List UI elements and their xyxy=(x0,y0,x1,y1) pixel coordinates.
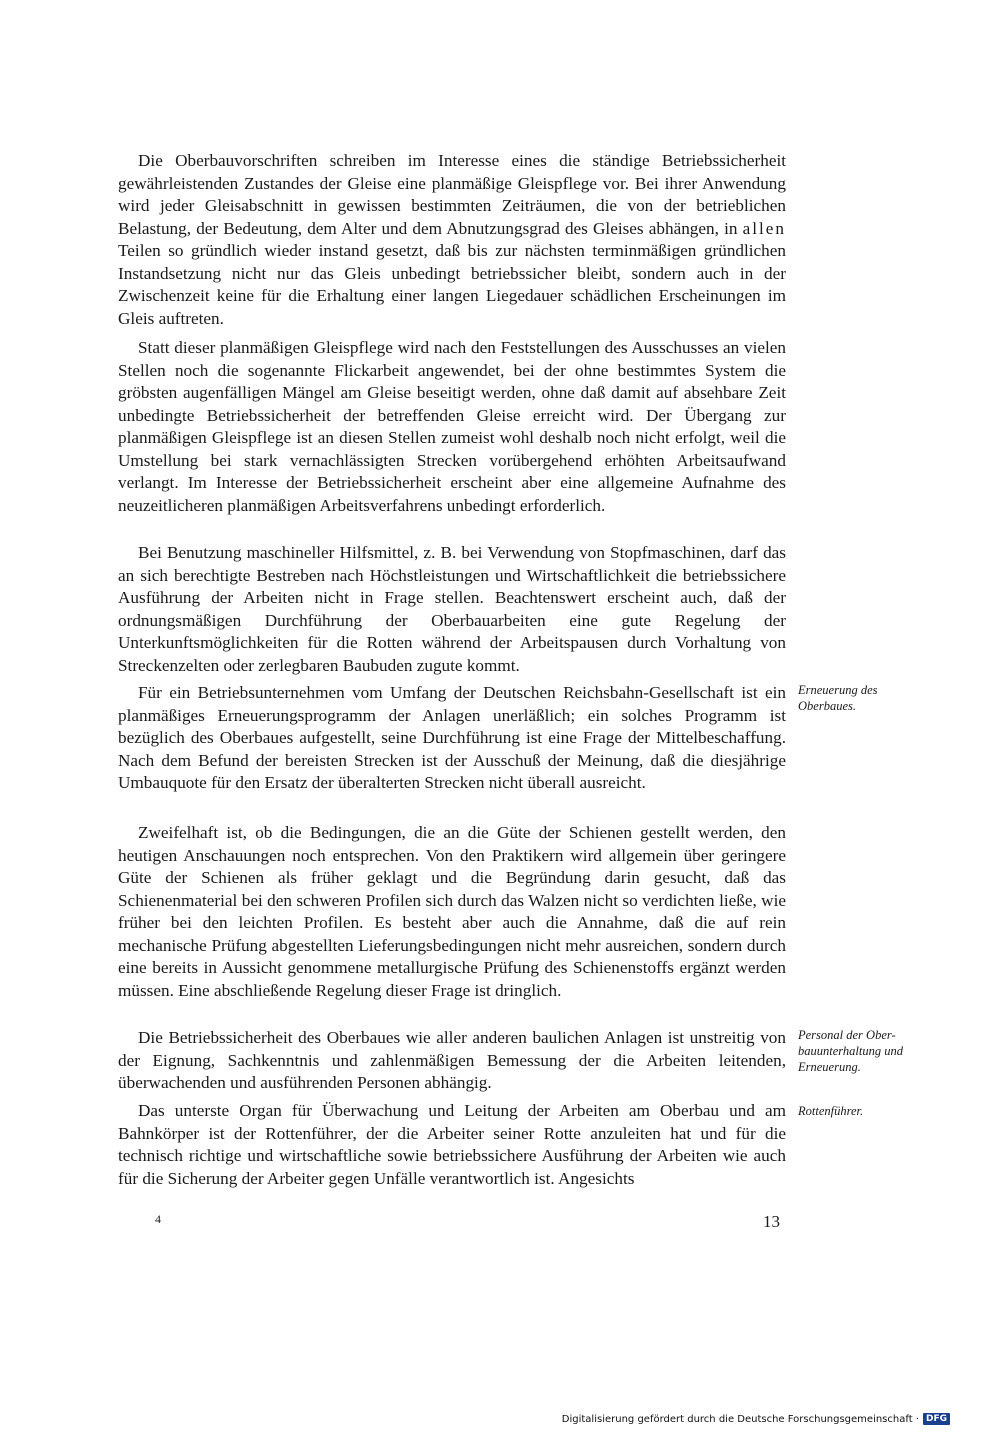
margin-note-line: Erneuerung des xyxy=(798,683,878,697)
paragraph-5 xyxy=(118,822,786,1002)
paragraph-text: Die Betriebssicherheit des Oberbaues wie aller anderen baulichen Anlagen ist unstreitig von der Eignung, Sachkenntnis und zahlenmäßigen Bemessung der die Arbeiten leitenden, überwachenden und ausführenden Personen abhängig. xyxy=(118,1028,786,1092)
page-number: 13 xyxy=(763,1212,780,1231)
paragraph-text: Das unterste Organ für Überwachung und Leitung der Arbeiten am Oberbau und am Bahnkörper ist der Rottenführer, der die Arbeiter seiner Rotte anzuleiten hat und für die technisch richtige und wirtschaftliche sowie betriebssichere Ausführung der Arbeiten wie auch für die Sicherung der Arbeiter gegen Unfälle verantwortlich ist. Angesichts xyxy=(118,1101,786,1188)
margin-note-line: Erneuerung. xyxy=(798,1060,861,1074)
paragraph-1 xyxy=(118,150,786,330)
dfg-logo-icon: DFG xyxy=(923,1413,950,1425)
paragraph-7 xyxy=(118,1100,786,1190)
margin-note-erneuerung xyxy=(798,682,938,714)
paragraph-3 xyxy=(118,542,786,677)
paragraph-2 xyxy=(118,337,786,517)
paragraph-text: Für ein Betriebsunternehmen vom Umfang der Deutschen Reichsbahn-Gesellschaft ist ein planmäßiges Erneuerungsprogramm der Anlagen unerläßlich; ein solches Programm ist bezüglich des Oberbaues aufgestellt, seine Durchführung ist eine Frage der Mittelbeschaffung. Nach dem Befund der bereisten Strecken ist der Ausschuß der Meinung, daß die diesjährige Umbauquote für den Ersatz der überalterten Strecken nicht überall ausreicht. xyxy=(118,683,786,792)
spaced-emphasis: allen xyxy=(742,218,786,238)
margin-note-line: Oberbaues. xyxy=(798,699,856,713)
paragraph-text: Die Oberbauvorschriften schreiben im Interesse eines die ständige Betriebssicherheit gewährleistenden Zustandes der Gleise eine planmäßige Gleispflege vor. Bei ihrer Anwendung wird jeder Gleisabschnitt in gewissen bestimmten Zeiträumen, die von der betrieblichen Belastung, der Bedeutung, dem Alter und dem Abnutzungsgrad des Gleises abhängen, in xyxy=(118,151,786,238)
paragraph-4 xyxy=(118,682,786,795)
paragraph-text: Teilen so gründlich wieder instand gesetzt, daß bis zur nächsten terminmäßigen gründlichen Instandsetzung nicht nur das Gleis unbedingt betriebssicher bleibt, sondern auch in der Zwischenzeit keine für die Erhaltung einer langen Liegedauer schädlichen Erscheinungen im Gleis auftreten. xyxy=(118,241,786,328)
paragraph-text: Zweifelhaft ist, ob die Bedingungen, die an die Güte der Schienen gestellt werden, den heutigen Anschauungen noch entsprechen. Von den Praktikern wird allgemein über geringere Güte der Schienen als früher geklagt und die Begründung darin gesucht, daß das Schienenmaterial bei den schweren Profilen sich durch das Walzen nicht so verdichten ließe, wie früher bei den leichten Profilen. Es besteht aber auch die Annahme, daß die auf rein mechanische Prüfung abgestellten Lieferungsbedingungen nicht mehr ausreichen, sondern durch eine bereits in Aussicht genommene metallurgische Prüfung des Schienenstoffs ergänzt werden müssen. Eine abschließende Regelung dieser Frage ist dringlich. xyxy=(118,823,786,1000)
margin-note-line: bauunterhaltung und xyxy=(798,1044,903,1058)
paragraph-text: Statt dieser planmäßigen Gleispflege wird nach den Feststellungen des Ausschusses an vielen Stellen noch die sogenannte Flickarbeit angewendet, bei der ohne bestimmtes System die gröbsten augenfälligen Mängel am Gleise beseitigt werden, ohne daß damit auf absehbare Zeit unbedingte Betriebssicherheit der betreffenden Gleise erreicht wird. Der Übergang zur planmäßigen Gleispflege ist an diesen Stellen zumeist wohl deshalb noch nicht erfolgt, weil die Umstellung bei stark vernachlässigten Strecken vorübergehend erhöhten Arbeitsaufwand verlangt. Im Interesse der Betriebssicherheit erscheint aber eine allgemeine Aufnahme des neuzeitlicheren planmäßigen Arbeitsverfahrens unbedingt erforderlich. xyxy=(118,338,786,515)
margin-note-rottenfuehrer xyxy=(798,1103,938,1119)
paragraph-6 xyxy=(118,1027,786,1095)
margin-note-line: Rottenführer. xyxy=(798,1104,864,1118)
margin-note-line: Personal der Ober- xyxy=(798,1028,896,1042)
paragraph-text: Bei Benutzung maschineller Hilfsmittel, z. B. bei Verwendung von Stopfmaschinen, darf das an sich berechtigte Bestreben nach Höchstleistungen und Wirtschaftlichkeit die betriebssichere Ausführung der Arbeiten nicht in Frage stellen. Beachtenswert erscheint auch, daß der ordnungsmäßigen Durchführung der Oberbauarbeiten eine gute Regelung der Unterkunftsmöglichkeiten für die Rotten während der Arbeitspausen durch Vorhaltung von Streckenzelten oder zerlegbaren Baubuden zugute kommt. xyxy=(118,543,786,675)
margin-note-personal xyxy=(798,1027,938,1075)
footer-text: Digitalisierung gefördert durch die Deutsche Forschungsgemeinschaft · xyxy=(561,1413,919,1425)
footer-credit xyxy=(562,1413,950,1425)
signature-mark: 4 xyxy=(155,1212,161,1226)
